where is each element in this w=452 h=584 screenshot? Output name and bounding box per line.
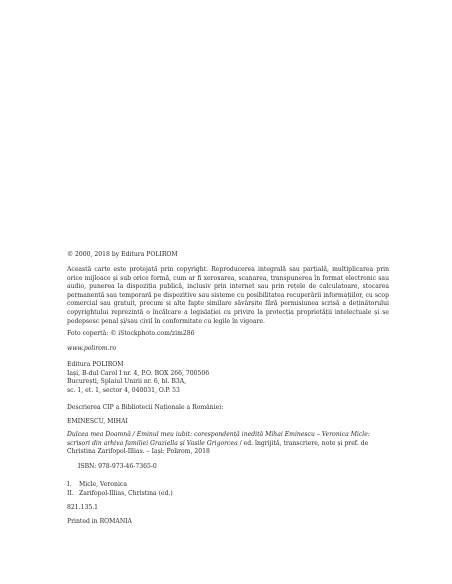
publisher-name: Editura POLIROM (67, 361, 124, 368)
isbn: ISBN: 978-973-46-7365-0 (78, 463, 157, 470)
cip-heading: Descrierea CIP a Bibliotecii Naționale a României: (67, 404, 224, 411)
publisher-address (67, 361, 389, 395)
cover-photo-credit: Foto copertă: © iStockphoto.com/zim286 (67, 330, 195, 337)
cip-index-item (67, 490, 389, 499)
classification-number: 821.135.1 (67, 504, 99, 511)
cip-edition: / ed. îngrijită, transcriere, note și pref. de Christina Zarifopol-Illias. – Iași: Polirom, 2018 (67, 439, 369, 456)
cip-index-item (67, 481, 389, 490)
publisher-website: www.polirom.ro (67, 345, 117, 352)
cip-index-number: I. (67, 481, 72, 488)
publisher-address-line-1: Iași, B-dul Carol I nr. 4, P.O. BOX 266, 700506 (67, 369, 210, 377)
cip-title: Dulcea mea Doamnă / Eminul meu iubit: corespondență inedită Mihai Eminescu – Veronica Micle: scrisori din arhiva familiei Graziella și Vasile Grigorcea (67, 431, 370, 447)
cip-index-text: Micle, Veronica (79, 481, 127, 488)
cip-index (67, 481, 389, 498)
cip-index-number: II. (67, 489, 74, 497)
cip-description (67, 431, 389, 457)
copyright-notice: Această carte este protejată prin copyright. Reproducerea integrală sau parțială, multiplicarea prin orice mijloace și sub orice formă, cum ar fi xeroxarea, scanarea, transpunerea în format electronic sau audio, punerea la dispoziția publică, inclusiv prin internet sau prin rețele de calculatoare, stocarea permanentă sau temporară pe dispozitive sau sisteme cu posibilitatea recuperării informațiilor, cu scop comercial sau gratuit, precum și alte fapte similare săvârșite fără permisiunea scrisă a deținătorului copyrightului reprezintă o încălcare a legislației cu privire la protecția proprietății intelectuale și se pedepsesc penal și/sau civil în conformitate cu legile în vigoare. (67, 266, 389, 325)
publisher-address-line-2: București, Splaiul Unirii nr. 6, bl. B3A, (67, 378, 187, 386)
cip-index-text: Zarifopol-Illias, Christina (ed.) (79, 489, 173, 497)
printed-in: Printed in ROMANIA (67, 518, 132, 525)
publisher-address-line-3: sc. 1, et. 1, sector 4, 040031, O.P. 53 (67, 386, 180, 394)
cip-author: EMINESCU, MIHAI (67, 418, 128, 425)
copyright-line: © 2000, 2018 by Editura POLIROM (67, 251, 178, 258)
